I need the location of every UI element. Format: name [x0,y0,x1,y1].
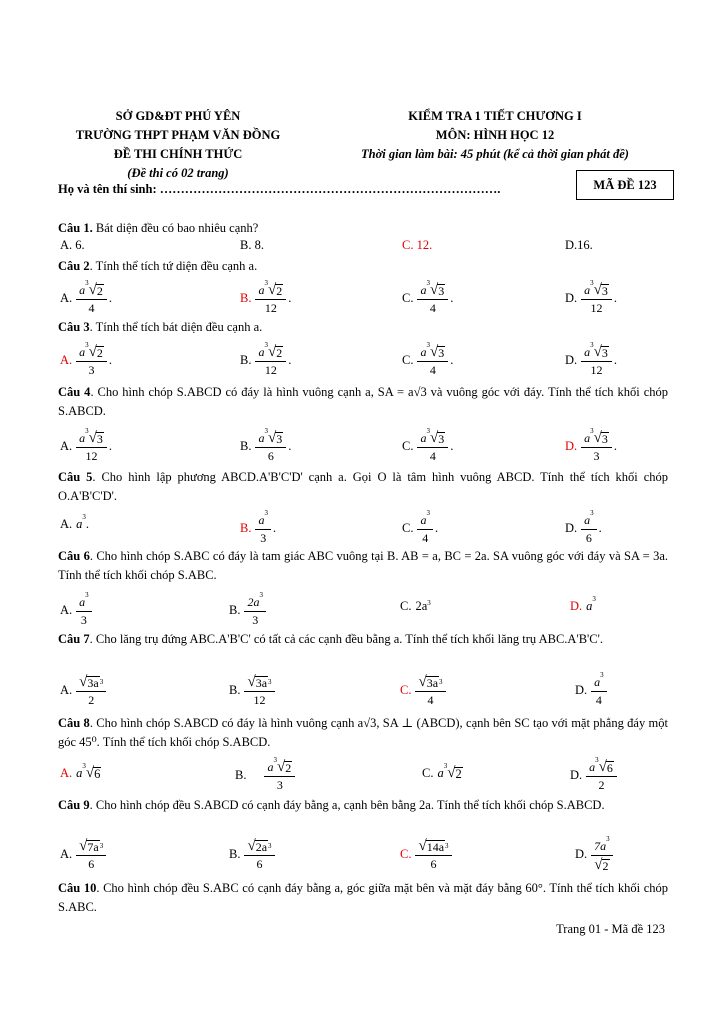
q8-option-c: C. $a^3$ √ 2 [422,761,462,781]
q4-option-c: C. $a^3$ √ 3 4 . [402,427,454,463]
question-label: Câu 10 [58,881,97,895]
q3-option-c: C. $a^3$ √ 3 4 . [402,341,454,377]
question-label: Câu 8 [58,716,90,730]
q6-option-b: B. $\frac{2a^3}{3}$ [229,592,266,628]
question-text: . Tính thể tích bát diện đều cạnh a. [89,320,263,334]
q5-option-c: C. $\frac{a^3}{4}$ . [402,509,439,545]
q5-option-d: D. $\frac{a^3}{6}$ . [565,509,602,545]
school-name: TRƯỜNG THPT PHẠM VĂN ĐỒNG [75,128,281,142]
question-label: Câu 2 [58,259,90,273]
time-limit: Thời gian làm bài: 45 phút (kể cả thời gian phát đề) [361,147,629,161]
q9-option-b: B. √ 2a $^3$ 6 [229,836,275,872]
q8-option-a: A. $a^3$ √ 6 [60,761,101,781]
department-name: SỞ GD&ĐT PHÚ YÊN [115,109,241,123]
question-text: . Tính thể tích tứ diện đều cạnh a. [89,259,258,273]
q4-option-d: D. $a^3$ √ 3 3 . [565,427,618,463]
q7-option-c: C. √ 3a $^3$ 4 [400,672,446,708]
question-label: Câu 7 [58,632,90,646]
q9-option-a: A. √ 7a $^3$ 6 [60,836,106,872]
question-4 [58,383,668,421]
q3-option-a: A. $a^3$ √ 2 3 . [60,341,113,377]
question-8 [58,714,668,752]
q2-option-b: B. $a^3$ √ 2 12 . [240,279,292,315]
question-6 [58,547,668,585]
question-2 [58,257,668,276]
school-header [58,107,298,183]
q1-option-c-answer: C. 12. [402,238,433,252]
exam-title: KIỂM TRA 1 TIẾT CHƯƠNG I [408,109,582,123]
q2-option-c: C. $a^3$ √ 3 4 . [402,279,454,315]
question-label: Câu 5 [58,470,93,484]
q4-option-b: B. $a^3$ √ 3 6 . [240,427,292,463]
student-name-line: Họ và tên thí sinh: ………………………………………………………………………. [58,182,501,196]
q6-option-c: C. 2a $^3$ [400,598,431,613]
q6-option-a: A. $\frac{a^3}{3}$ [60,592,92,628]
official-exam-label: ĐỀ THI CHÍNH THỨC [113,147,243,161]
q7-option-d: D. $\frac{a^3}{4}$ [575,672,607,708]
question-9 [58,796,668,815]
question-text: . Cho hình chóp S.ABC có đáy là tam giác ABC vuông tại B. AB = a, BC = 2a. SA vuông góc với đáy và SA = 3a. Tính thể tích khối chóp S.ABC. [58,549,668,582]
q1-option-d: D.16. [565,238,593,252]
q4-option-a: A. $a^3$ √ 3 12 . [60,427,113,463]
q3-option-b: B. $a^3$ √ 2 12 . [240,341,292,377]
q9-option-c: C. √ 14a $^3$ 6 [400,836,452,872]
question-text: . Cho hình chóp đều S.ABCD có cạnh đáy bằng a, cạnh bên bằng 2a. Tính thể tích khối chóp S.ABCD. [89,798,605,812]
question-7 [58,630,668,649]
question-text: . Cho lăng trụ đứng ABC.A'B'C' có tất cả các cạnh đều bằng a. Tính thể tích khối lăng trụ ABC.A'B'C'. [89,632,603,646]
q8-option-d: D. $a^3$ √ 6 2 [570,757,617,793]
q7-option-a: A. √ 3a $^3$ 2 [60,672,106,708]
question-label: Câu 6 [58,549,90,563]
question-text: . Cho hình chóp S.ABCD có đáy là hình vuông cạnh a, SA = a√3 và vuông góc với đáy. Tính thể tích khối chóp S.ABCD. [58,385,668,418]
q1-option-b: B. 8. [240,238,264,252]
q1-option-a: A. 6. [60,238,85,252]
page-count-note: (Đề thi có 02 trang) [127,166,229,180]
question-label: Câu 1. [58,221,93,235]
question-text: . Cho hình lập phương ABCD.A'B'C'D' cạnh a. Gọi O là tâm hình vuông ABCD. Tính thể tích khối chóp O.A'B'C'D'. [58,470,668,503]
q8-option-b: B. $a^3$ √ 2 3 [235,757,295,793]
question-text: . Cho hình chóp đều S.ABC có cạnh đáy bằng a, góc giữa mặt bên và mặt đáy bằng 60°. Tính thể tích khối chóp S.ABC. [58,881,668,914]
question-3 [58,318,668,337]
subject-name: MÔN: HÌNH HỌC 12 [435,128,555,142]
exam-header [330,107,660,164]
q6-option-d: D. $a^3$ [570,595,596,613]
question-5 [58,468,668,506]
question-text: Bát diện đều có bao nhiêu cạnh? [92,221,259,235]
q2-option-d: D. $a^3$ √ 3 12 . [565,279,618,315]
q5-option-a: A. $a^3$ . [60,513,90,531]
exam-code-box: MÃ ĐỀ 123 [576,170,674,200]
q2-option-a: A. $a^3$ √ 2 4 . [60,279,113,315]
question-label: Câu 9 [58,798,90,812]
q3-option-d: D. $a^3$ √ 3 12 . [565,341,618,377]
q7-option-b: B. √ 3a $^3$ 12 [229,672,275,708]
question-label: Câu 4 [58,385,91,399]
question-1 [58,219,668,238]
q5-option-b: B. $\frac{a^3}{3}$ . [240,509,277,545]
q9-option-d: D. $7a^3$ √ 2 [575,836,613,873]
question-10 [58,879,668,917]
page-footer: Trang 01 - Mã đề 123 [556,922,665,936]
question-text: . Cho hình chóp S.ABCD có đáy là hình vuông cạnh a√3, SA ⊥ (ABCD), cạnh bên SC tạo với mặt phẳng đáy một góc 45⁰. Tính thể tích khối chóp S.ABCD. [58,716,668,749]
question-label: Câu 3 [58,320,90,334]
